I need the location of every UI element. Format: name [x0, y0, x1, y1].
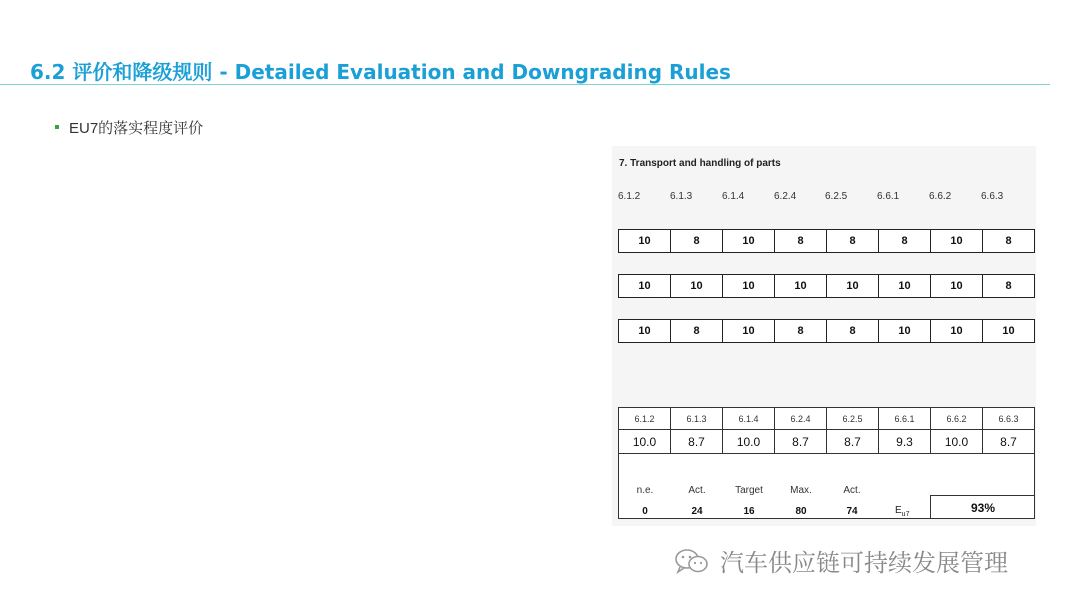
summary-header-cell: 6.2.5: [826, 408, 878, 429]
column-header: 6.1.4: [722, 191, 745, 202]
score-cell: 8: [826, 319, 879, 343]
score-cell: 10: [878, 319, 931, 343]
eu7-subscript: u7: [901, 511, 910, 518]
score-row: [618, 319, 1035, 343]
summary-value-cell: 10.0: [930, 430, 982, 453]
score-cell: 8: [670, 319, 723, 343]
score-cell: 10: [618, 274, 671, 298]
metric-label: Target: [735, 485, 763, 496]
score-cell: 10: [878, 274, 931, 298]
score-cell: 10: [722, 229, 775, 253]
score-cell: 8: [670, 229, 723, 253]
column-header: 6.6.2: [929, 191, 952, 202]
score-row: [618, 229, 1035, 253]
summary-value-row: [619, 430, 1034, 454]
score-cell: 10: [722, 319, 775, 343]
summary-value-cell: 8.7: [826, 430, 878, 453]
score-row: [618, 274, 1035, 298]
metric-value: 24: [691, 506, 703, 517]
score-cell: 10: [826, 274, 879, 298]
score-cell: 8: [774, 319, 827, 343]
summary-value-cell: 10.0: [632, 434, 657, 449]
title-divider: [0, 84, 1050, 85]
summary-header-cell: 6.1.2: [634, 413, 655, 424]
wechat-icon: [672, 547, 712, 575]
score-cell: 10: [722, 274, 775, 298]
metric-value: 80: [795, 506, 807, 517]
column-header: 6.1.2: [618, 191, 641, 202]
column-header: 6.6.3: [981, 191, 1004, 202]
watermark-text: 汽车供应链可持续发展管理: [720, 549, 1008, 577]
eu7-main: E: [895, 505, 902, 516]
score-cell: 10: [930, 229, 983, 253]
metric-value: 16: [743, 506, 755, 517]
summary-value-cell: 8.7: [774, 430, 826, 453]
score-cell: 8: [878, 229, 931, 253]
bullet-text: EU7的落实程度评价: [69, 120, 204, 137]
summary-header-row: [619, 408, 1034, 430]
summary-value-cell: 8.7: [670, 430, 722, 453]
score-cell: 10: [618, 229, 671, 253]
metric-label: n.e.: [636, 485, 654, 496]
section-title: 7. Transport and handling of parts: [619, 158, 781, 169]
metric-label: Act.: [688, 485, 706, 496]
score-cell: 10: [670, 274, 723, 298]
score-cell: 10: [982, 319, 1035, 343]
column-header: 6.2.4: [774, 191, 797, 202]
score-cell: 10: [774, 274, 827, 298]
summary-value-cell: 10.0: [722, 430, 774, 453]
column-header: 6.1.3: [670, 191, 693, 202]
summary-header-cell: 6.6.1: [878, 408, 930, 429]
bullet-item: [55, 117, 203, 138]
summary-header-cell: 6.1.4: [722, 408, 774, 429]
column-header: 6.6.1: [877, 191, 900, 202]
summary-header-cell: 6.6.3: [982, 408, 1034, 429]
score-cell: 8: [982, 229, 1035, 253]
metric-value: 74: [846, 506, 858, 517]
metric-value: 0: [642, 506, 648, 517]
score-cell: 10: [930, 274, 983, 298]
score-cell: 8: [826, 229, 879, 253]
summary-value-cell: 8.7: [982, 430, 1034, 453]
metric-label: Max.: [790, 485, 812, 496]
page-title: 6.2 评价和降级规则 - Detailed Evaluation and Downgrading Rules: [30, 60, 731, 84]
summary-table: [618, 407, 1035, 519]
bullet-marker: [55, 125, 59, 129]
summary-value-cell: 9.3: [878, 430, 930, 453]
score-cell: 10: [618, 319, 671, 343]
eu7-label: [895, 505, 909, 518]
column-header: 6.2.5: [825, 191, 848, 202]
percentage-box: 93%: [930, 495, 1035, 519]
metric-label: Act.: [843, 485, 861, 496]
score-cell: 8: [982, 274, 1035, 298]
summary-header-cell: 6.1.3: [670, 408, 722, 429]
watermark: [672, 543, 1008, 578]
score-cell: 10: [930, 319, 983, 343]
summary-header-cell: 6.6.2: [930, 408, 982, 429]
summary-header-cell: 6.2.4: [774, 408, 826, 429]
score-cell: 8: [774, 229, 827, 253]
